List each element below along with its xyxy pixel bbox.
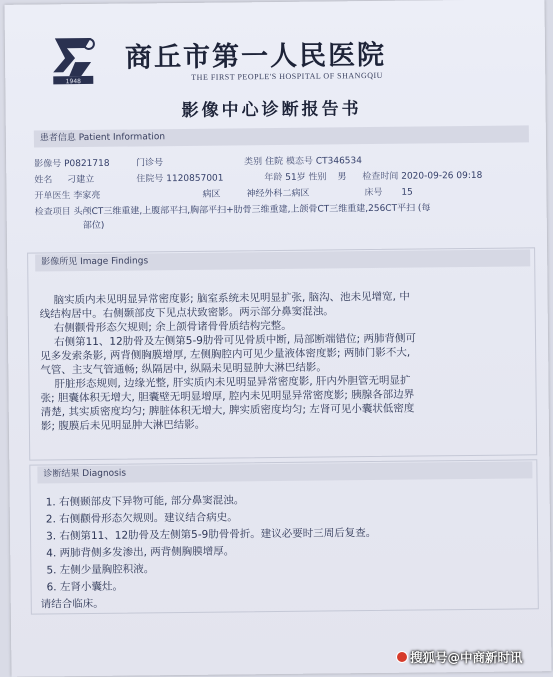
diagnosis-item: 4. 两肺背侧多发渗出, 两背侧胸膜增厚。 bbox=[46, 545, 235, 560]
bed-value: 15 bbox=[401, 187, 413, 198]
findings-line: 肝脏形态规则, 边缘光整, 肝实质内未见明显异常密度影, 肝内外胆管无明显扩 bbox=[54, 374, 411, 391]
exam-items-row bbox=[35, 200, 431, 217]
bed-row bbox=[364, 185, 412, 199]
ward-label: 病区 bbox=[202, 189, 221, 200]
findings-line: 线结构居中。右侧颞部皮下见点状致密影。两示部分鼻窦混浊。 bbox=[39, 305, 334, 321]
findings-line: 右侧第11、12肋骨及左侧第5-9肋骨可见骨质中断, 局部断端错位; 两肺背侧可 bbox=[53, 332, 416, 349]
diagnosis-item: 6. 左肾小囊灶。 bbox=[46, 580, 124, 594]
findings-line: 张; 胆囊体积无增大, 胆囊壁无明显增厚, 腔内未见明显异常密度影; 胰腺各部边界 bbox=[40, 388, 415, 405]
ward-value: 神经外科二病区 bbox=[246, 188, 310, 200]
source-watermark bbox=[396, 648, 523, 666]
diagnosis-item: 1. 右侧颞部皮下异物可能, 部分鼻窦混浊。 bbox=[45, 494, 245, 509]
findings-header: 影像所见 Image Findings bbox=[35, 249, 530, 271]
exam-time-row bbox=[362, 168, 482, 182]
exam-items-cont: 部位) bbox=[82, 220, 105, 232]
exam-time-value: 2020-09-26 09:18 bbox=[401, 170, 483, 182]
exam-time-label: 检查时间 bbox=[362, 171, 399, 183]
doctor-row bbox=[34, 188, 100, 202]
diagnosis-item: 5. 左侧少量胸腔积液。 bbox=[46, 563, 155, 577]
modality-label: 模态号 bbox=[285, 156, 314, 167]
age-value: 51岁 bbox=[285, 172, 306, 183]
name-label: 姓名 bbox=[34, 175, 53, 186]
findings-line: 右侧颧骨形态欠规则; 余上颌骨诸骨骨质结构完整。 bbox=[53, 319, 292, 335]
image-no-row bbox=[34, 156, 110, 170]
report-paper bbox=[4, 0, 551, 677]
findings-line: 清楚, 其实质密度均匀; 脾脏体积无增大, 脾实质密度均匀; 左肾可见小囊状低密度 bbox=[40, 402, 415, 419]
hospital-name: 商丘市第一人民医院 bbox=[124, 39, 387, 74]
image-no-value: P0821718 bbox=[64, 158, 110, 170]
category-value: 住院 bbox=[264, 156, 284, 168]
age-label: 年龄 bbox=[264, 172, 283, 184]
findings-line: 见多发索条影, 两背侧胸膜增厚, 左侧胸腔内可见少量液体密度影; 两肺门影不大, bbox=[40, 346, 411, 363]
findings-line: 脑实质内未见明显异常密度影; 脑室系统未见明显扩张, 脑沟、池未见增宽, 中 bbox=[53, 290, 410, 307]
outpatient-label: 门诊号 bbox=[136, 158, 164, 169]
bed-label: 床号 bbox=[364, 187, 383, 199]
report-title: 影像中心诊断报告书 bbox=[181, 99, 362, 121]
patient-name: 刁建立 bbox=[67, 174, 95, 186]
modality-value: CT346534 bbox=[315, 156, 363, 167]
doctor-value: 李家亮 bbox=[73, 190, 101, 202]
exam-items-value: 头颅CT三维重建,上腹部平扫,胸部平扫+肋骨三维重建,上颌骨CT三维重建,256CT平扫 (每 bbox=[73, 203, 431, 218]
diagnosis-note: 请结合临床。 bbox=[40, 597, 104, 611]
diagnosis-item: 2. 右侧颧骨形态欠规则。建议结合病史。 bbox=[45, 511, 238, 526]
findings-line: 气管、主支气管通畅; 纵隔居中, 纵隔未见明显肿大淋巴结影。 bbox=[40, 361, 327, 377]
hospital-logo-icon bbox=[45, 32, 102, 87]
sohu-icon bbox=[396, 651, 408, 663]
hospital-english-name: THE FIRST PEOPLE'S HOSPITAL OF SHANGQIU bbox=[191, 70, 383, 82]
inpatient-value: 1120857001 bbox=[166, 173, 224, 185]
logo-year: 1948 bbox=[65, 78, 81, 86]
image-no-label: 影像号 bbox=[34, 159, 62, 170]
category-label: 类别 bbox=[244, 157, 263, 168]
watermark-text: 搜狐号@中商新时讯 bbox=[410, 650, 523, 665]
exam-items-label: 检查项目 bbox=[34, 207, 71, 218]
inpatient-row bbox=[136, 171, 223, 185]
age-sex-row bbox=[264, 169, 346, 183]
diagnosis-header: 诊断结果 Diagnosis bbox=[37, 461, 532, 483]
inpatient-label: 住院号 bbox=[136, 174, 164, 185]
sex-value: 男 bbox=[337, 172, 347, 183]
category-row bbox=[244, 153, 362, 167]
diagnosis-item: 3. 右侧第11、12肋骨及左侧第5-9肋骨骨折。建议必要时三周后复查。 bbox=[46, 526, 377, 543]
name-row bbox=[34, 172, 94, 186]
patient-info-header: 患者信息 Patient Information bbox=[34, 125, 529, 147]
findings-line: 影; 腹膜后未见明显肿大淋巴结影。 bbox=[40, 418, 206, 433]
doctor-label: 开单医生 bbox=[34, 191, 71, 202]
sex-label: 性别 bbox=[308, 172, 327, 183]
